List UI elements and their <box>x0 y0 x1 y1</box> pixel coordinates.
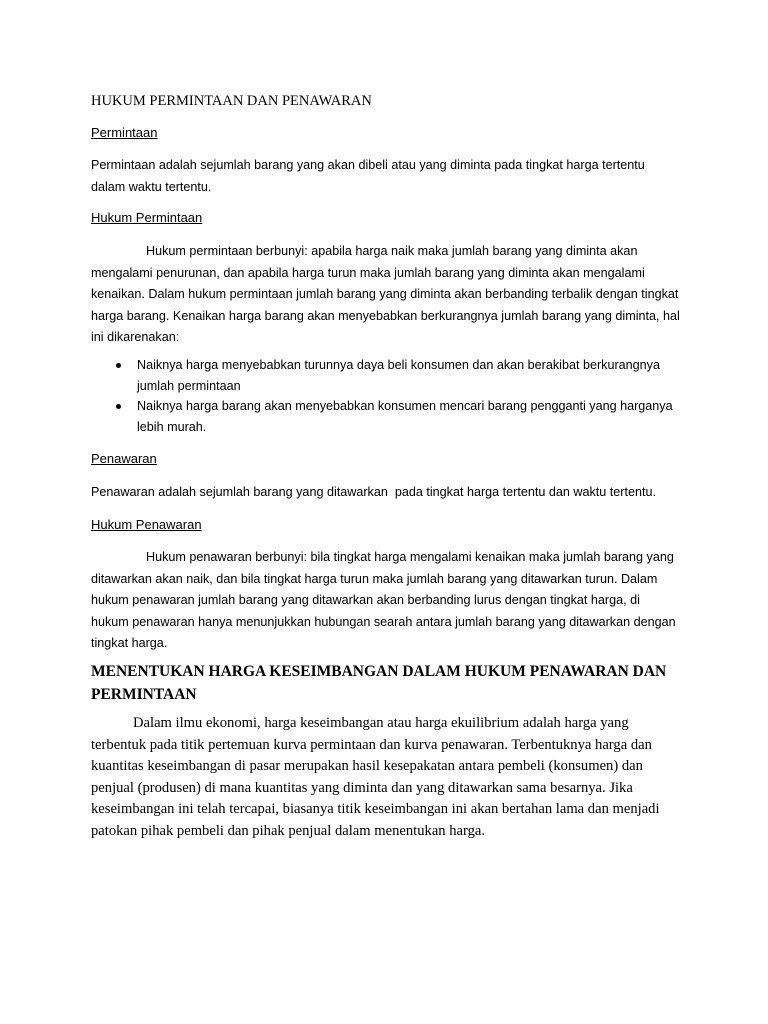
heading-keseimbangan: MENENTUKAN HARGA KESEIMBANGAN DALAM HUKUM PENAWARAN DAN PERMINTAAN <box>91 663 667 703</box>
list-item-text: Naiknya harga menyebabkan turunnya daya beli konsumen dan akan berakibat berkurangnya jumlah permintaan <box>137 358 660 393</box>
heading-permintaan: Permintaan <box>91 125 158 140</box>
list-item <box>91 355 681 396</box>
paragraph-permintaan-definition: Permintaan adalah sejumlah barang yang akan dibeli atau yang diminta pada tingkat harga tertentu dalam waktu tertentu. <box>91 158 645 194</box>
bullet-icon <box>116 363 121 368</box>
paragraph-hukum-permintaan-text: Hukum permintaan berbunyi: apabila harga naik maka jumlah barang yang diminta akan mengalami penurunan, dan apabila harga turun maka jumlah barang yang diminta akan mengalami kenaikan. Dalam hukum permintaan jumlah barang yang diminta akan berbanding terbalik dengan tingkat harga barang. Kenaikan harga barang akan menyebabkan berkurangnya jumlah barang yang diminta, hal ini dikarenakan: <box>91 244 680 344</box>
heading-penawaran: Penawaran <box>91 451 157 466</box>
paragraph-hukum-penawaran <box>91 547 681 655</box>
paragraph-keseimbangan-text: Dalam ilmu ekonomi, harga keseimbangan atau harga ekuilibrium adalah harga yang terbentuk pada titik pertemuan kurva permintaan dan kurva penawaran. Terbentuknya harga dan kuantitas keseimbangan di pasar merupakan hasil kesepakatan antara pembeli (konsumen) dan penjual (produsen) di mana kuantitas yang diminta dan yang ditawarkan sama besarnya. Jika keseimbangan ini telah tercapai, biasanya titik keseimbangan ini akan bertahan lama dan menjadi patokan pihak pembeli dan pihak penjual dalam menentukan harga. <box>91 715 660 839</box>
bullet-list-reasons <box>91 355 681 437</box>
paragraph-keseimbangan <box>91 713 681 843</box>
document-title: HUKUM PERMINTAAN DAN PENAWARAN <box>91 93 372 109</box>
heading-hukum-penawaran: Hukum Penawaran <box>91 517 202 532</box>
bullet-icon <box>116 404 121 409</box>
paragraph-penawaran-definition: Penawaran adalah sejumlah barang yang ditawarkan pada tingkat harga tertentu dan waktu tertentu. <box>91 485 656 499</box>
list-item-text: Naiknya harga barang akan menyebabkan konsumen mencari barang pengganti yang harganya lebih murah. <box>137 399 673 434</box>
list-item <box>91 396 681 437</box>
paragraph-hukum-permintaan <box>91 241 681 349</box>
heading-hukum-permintaan: Hukum Permintaan <box>91 210 203 225</box>
paragraph-hukum-penawaran-text: Hukum penawaran berbunyi: bila tingkat harga mengalami kenaikan maka jumlah barang yang ditawarkan akan naik, dan bila tingkat harga turun maka jumlah barang yang ditawarkan turun. Dalam hukum penawaran jumlah barang yang ditawarkan akan berbanding lurus dengan tingkat harga, di hukum penawaran hanya menunjukkan hubungan searah antara jumlah barang yang ditawarkan dengan tingkat harga. <box>91 550 676 650</box>
